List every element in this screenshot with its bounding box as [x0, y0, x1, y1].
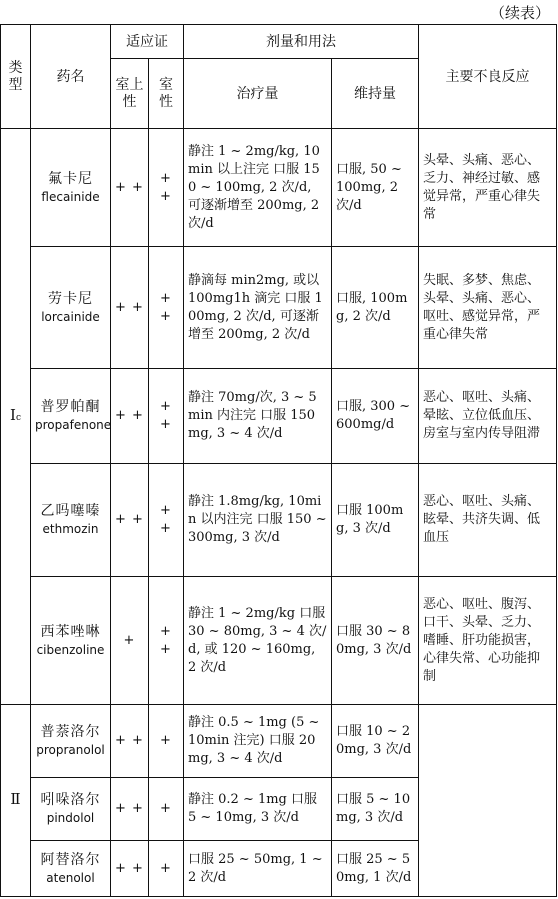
treatment-dose: 静注 1 ~ 2mg/kg 口服 30 ~ 80mg, 3 ~ 4 次/d, 或 120 ~ 160mg, 2 次/d	[184, 577, 332, 705]
drug-name-cn: 乙吗噻嗪	[40, 503, 101, 519]
drug-name-en: pindolol	[46, 811, 95, 825]
drug-name-cell	[31, 778, 111, 841]
drug-name-cell	[31, 247, 111, 369]
ventricular-indication: + +	[149, 577, 184, 705]
treatment-dose: 静注 0.5 ~ 1mg (5 ~ 10min 注完) 口服 20mg, 3 ~ 4 次/d	[184, 705, 332, 778]
drug-name-cn: 阿替洛尔	[40, 851, 101, 868]
table-row	[1, 577, 557, 705]
maintenance-dose: 口服 30 ~ 80mg, 3 次/d	[332, 577, 419, 705]
side-effects: 恶心、呕吐、头痛、晕眩、立位低血压、房室与室内传导阻滞	[419, 369, 557, 464]
continued-label: （续表）	[489, 4, 550, 22]
treatment-dose: 静注 1.8mg/kg, 10min 以内注完 口服 150 ~ 300mg, 3 次/d	[184, 464, 332, 577]
header-maintenance: 维持量	[332, 59, 419, 129]
drug-name-en: lorcainide	[41, 309, 100, 324]
atrial-indication: +	[111, 577, 149, 705]
group-type: Ⅱ	[10, 790, 21, 808]
header-atrial: 室上性	[111, 59, 149, 129]
drug-name-cell	[31, 129, 111, 247]
drug-name-cell	[31, 841, 111, 897]
header-side-effects: 主要不良反应	[419, 25, 557, 129]
drug-name-en: flecainide	[41, 189, 100, 204]
drug-name-cell	[31, 464, 111, 577]
maintenance-dose: 口服 25 ~ 50mg, 1 次/d	[332, 841, 419, 897]
atrial-indication: + +	[111, 369, 149, 464]
header-dosage: 剂量和用法	[184, 25, 419, 59]
treatment-dose: 静注 0.2 ~ 1mg 口服 5 ~ 10mg, 3 次/d	[184, 778, 332, 841]
group-type-cell	[1, 129, 31, 705]
drug-name-cn: 吲哚洛尔	[40, 792, 101, 808]
table-row	[1, 129, 557, 247]
group-type: Ⅰ	[10, 406, 16, 424]
maintenance-dose: 口服 10 ~ 20mg, 3 次/d	[332, 705, 419, 778]
side-effects	[419, 705, 557, 897]
treatment-dose: 静滴每 min2mg, 或以 100mg1h 滴完 口服 100mg, 2 次/d, 可逐渐增至 200mg, 2 次/d	[184, 247, 332, 369]
table-row	[1, 464, 557, 577]
drug-name-cn: 普罗帕酮	[40, 399, 101, 415]
table-row	[1, 369, 557, 464]
ventricular-indication: + +	[149, 464, 184, 577]
side-effects: 失眠、多梦、焦虑、头晕、头痛、恶心、呕吐、感觉异常，严重心律失常	[419, 247, 557, 369]
atrial-indication: + +	[111, 778, 149, 841]
treatment-dose: 口服 25 ~ 50mg, 1 ~ 2 次/d	[184, 841, 332, 897]
drug-name-cell	[31, 705, 111, 778]
atrial-indication: + +	[111, 841, 149, 897]
group-type-cell	[1, 705, 31, 897]
drug-name-en: atenolol	[46, 870, 95, 885]
side-effects: 恶心、呕吐、头痛、眩晕、共济失调、低血压	[419, 464, 557, 577]
drug-name-cn: 普萘洛尔	[40, 724, 101, 740]
header-type: 类型	[1, 25, 31, 129]
maintenance-dose: 口服, 100mg, 2 次/d	[332, 247, 419, 369]
atrial-indication: + +	[111, 129, 149, 247]
drug-name-cell	[31, 369, 111, 464]
drug-name-cn: 西苯唑啉	[40, 623, 101, 640]
maintenance-dose: 口服, 50 ~ 100mg, 2 次/d	[332, 129, 419, 247]
drug-table	[0, 24, 557, 897]
side-effects: 恶心、呕吐、腹泻、口干、头晕、乏力、嗜睡、肝功能损害，心律失常、心功能抑制	[419, 577, 557, 705]
treatment-dose: 静注 1 ~ 2mg/kg, 10min 以上注完 口服 150 ~ 100mg, 2 次/d, 可逐渐增至 200mg, 2 次/d	[184, 129, 332, 247]
ventricular-indication: +	[149, 778, 184, 841]
ventricular-indication: + +	[149, 129, 184, 247]
drug-name-en: ethmozin	[42, 522, 99, 536]
drug-name-en: propranolol	[36, 743, 105, 757]
ventricular-indication: + +	[149, 369, 184, 464]
ventricular-indication: + +	[149, 247, 184, 369]
maintenance-dose: 口服 100mg, 3 次/d	[332, 464, 419, 577]
atrial-indication: + +	[111, 464, 149, 577]
ventricular-indication: +	[149, 841, 184, 897]
drug-name-cn: 劳卡尼	[48, 290, 93, 307]
maintenance-dose: 口服 5 ~ 10mg, 3 次/d	[332, 778, 419, 841]
header-indication: 适应证	[111, 25, 184, 59]
group-subtype: c	[15, 413, 21, 423]
drug-name-en: propafenone	[35, 418, 112, 432]
ventricular-indication: +	[149, 705, 184, 778]
drug-name-cn: 氟卡尼	[48, 170, 93, 187]
drug-name-en: cibenzoline	[36, 642, 105, 657]
header-drug: 药名	[31, 25, 111, 129]
drug-name-cell	[31, 577, 111, 705]
treatment-dose: 静注 70mg/次, 3 ~ 5min 内注完 口服 150mg, 3 ~ 4 次/d	[184, 369, 332, 464]
table-row	[1, 247, 557, 369]
atrial-indication: + +	[111, 247, 149, 369]
table-row	[1, 705, 557, 778]
side-effects: 头晕、头痛、恶心、乏力、神经过敏、感觉异常，严重心律失常	[419, 129, 557, 247]
header-ventricular: 室性	[149, 59, 184, 129]
maintenance-dose: 口服, 300 ~ 600mg/d	[332, 369, 419, 464]
atrial-indication: + +	[111, 705, 149, 778]
header-treatment: 治疗量	[184, 59, 332, 129]
